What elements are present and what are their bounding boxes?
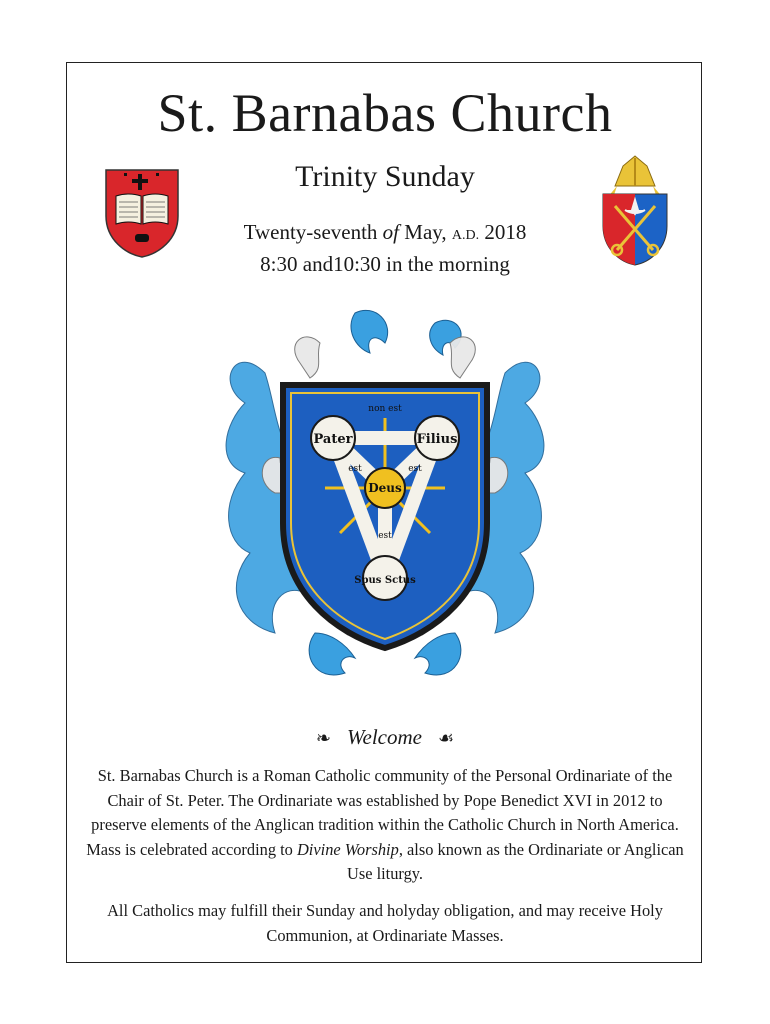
communion-paragraph: All Catholics may fulfill their Sunday and holyday obligation, and may receive Holy Communion, at Ordinariate Masses. bbox=[107, 901, 663, 945]
spiritus-label: Spus Sctus bbox=[354, 575, 416, 586]
est-right: est bbox=[408, 464, 422, 474]
date-of: of bbox=[382, 220, 400, 244]
ornament-left-icon: ❧ bbox=[315, 728, 331, 748]
welcome-label: Welcome bbox=[346, 725, 422, 749]
mass-times: 8:30 and10:30 in the morning bbox=[260, 252, 510, 276]
date-prefix: Twenty-seventh bbox=[243, 220, 383, 244]
parish-crest-icon bbox=[104, 168, 180, 258]
est-left: est bbox=[348, 464, 362, 474]
date-era: A.D. bbox=[451, 228, 480, 243]
intro-text-a: St. Barnabas Church is a Roman Catholic community of the Personal Ordinariate of the Chair of St. Peter. The Ordinariate was established by Pope Benedict XVI in 2012 to preserve elements of the Anglican tradition within the Catholic Church in North America. Mass is celebrated according to bbox=[86, 766, 679, 859]
feast-title: Trinity Sunday bbox=[295, 160, 475, 193]
deus-label: Deus bbox=[368, 481, 402, 495]
intro-text-b: , also known as the Ordinariate or Anglican Use liturgy. bbox=[346, 839, 684, 884]
intro-paragraph bbox=[78, 764, 692, 887]
page-title: St. Barnabas Church bbox=[157, 83, 613, 143]
welcome-heading bbox=[0, 725, 770, 750]
pater-label: Pater bbox=[313, 432, 353, 447]
ordinariate-crest-icon bbox=[593, 154, 677, 266]
est-bottom: est bbox=[378, 531, 392, 541]
ornament-right-icon: ☙ bbox=[437, 728, 455, 748]
date-year: 2018 bbox=[484, 220, 527, 244]
filius-label: Filius bbox=[416, 432, 458, 447]
trinity-shield-emblem bbox=[205, 303, 565, 700]
non-est-top: non est bbox=[368, 404, 402, 414]
date-month: May, bbox=[399, 220, 452, 244]
divine-worship-title: Divine Worship bbox=[296, 839, 399, 859]
